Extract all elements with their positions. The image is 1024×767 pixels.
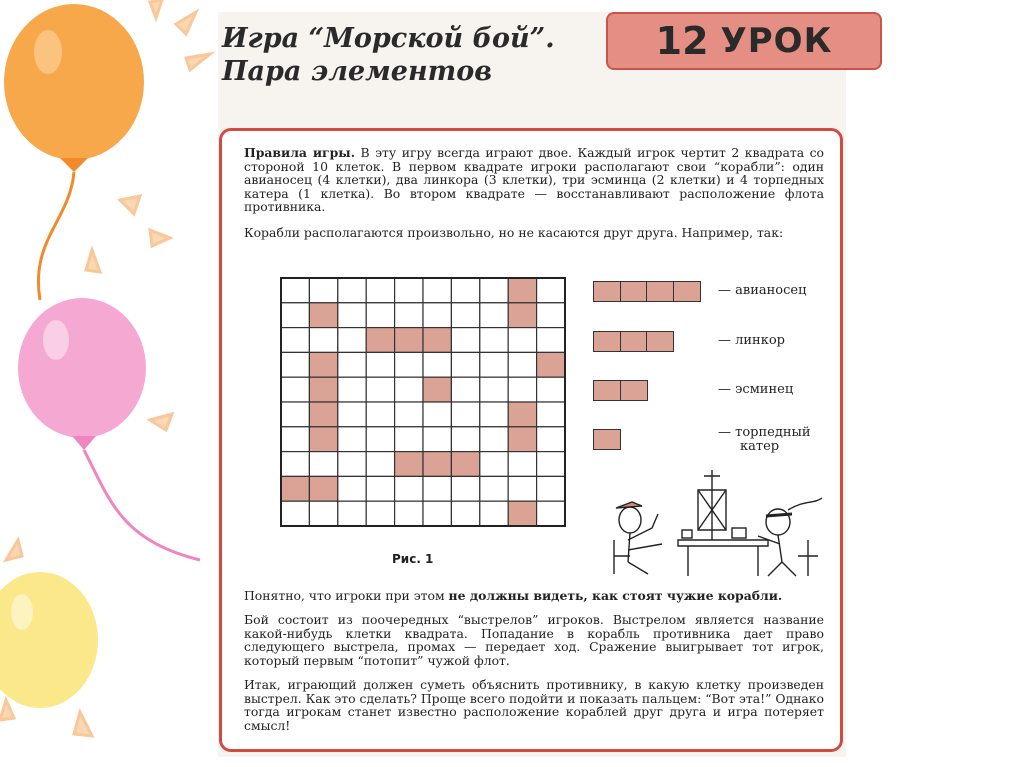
grid-cell xyxy=(338,352,366,377)
grid-cell xyxy=(423,278,451,303)
ship-cell xyxy=(309,377,337,402)
table-icon xyxy=(678,528,768,576)
figure-caption: Рис. 1 xyxy=(392,552,434,566)
grid-cell xyxy=(281,452,309,477)
grid-cell xyxy=(309,452,337,477)
grid-cell xyxy=(537,427,565,452)
grid-cell xyxy=(423,402,451,427)
grid-cell xyxy=(281,501,309,526)
grid-cell xyxy=(366,377,394,402)
grid-cell xyxy=(508,352,536,377)
grid-cell xyxy=(451,402,479,427)
paragraph-problem: Итак, играющий должен суметь объяснить противнику, в какую клетку произведен выстрел. Как это сделать? Проще всего подойти и показать пальцем: “Вот эта!” Однако тогда игрокам станет известно расположение кораблей друг друга и игра потеряет смысл! xyxy=(244,677,824,733)
grid-cell xyxy=(423,352,451,377)
rules-text: В эту игру всегда играют двое. Каждый игрок чертит 2 квадрата со стороной 10 клеток. В первом квадрате игроки располагают свои “корабли”: один авианосец (4 клетки), два линкора (3 клетки), три эсминца (2 клетки) и 4 торпедных катера (1 клетка). Во втором квадрате — восстанавливают расположение флота противника. xyxy=(244,145,824,215)
ship-cell xyxy=(395,452,423,477)
legend-destroyer-ship xyxy=(593,380,646,401)
grid-cell xyxy=(281,352,309,377)
title-line-1: Игра “Морской бой”. xyxy=(222,23,555,54)
players-illustration xyxy=(608,470,832,578)
grid-cell xyxy=(451,501,479,526)
lesson-word: УРОК xyxy=(720,21,833,61)
grid-cell xyxy=(366,501,394,526)
ship-cell xyxy=(423,328,451,353)
grid-cell xyxy=(480,402,508,427)
ship-cell xyxy=(508,278,536,303)
grid-cell xyxy=(338,476,366,501)
legend-battleship-ship xyxy=(593,331,673,352)
grid-cell xyxy=(537,476,565,501)
grid-cell xyxy=(281,328,309,353)
left-player-icon xyxy=(614,502,662,574)
grid-cell xyxy=(451,278,479,303)
ship-cell xyxy=(366,328,394,353)
grid-cell xyxy=(338,377,366,402)
grid-cell xyxy=(366,278,394,303)
lesson-number: 12 xyxy=(655,19,709,63)
grid-cell xyxy=(451,352,479,377)
rules-paragraph xyxy=(244,146,824,214)
grid-cell xyxy=(423,476,451,501)
grid-cell xyxy=(423,427,451,452)
ship-cell xyxy=(451,452,479,477)
grid-cell xyxy=(480,427,508,452)
grid-cell xyxy=(338,278,366,303)
pink-balloon-icon xyxy=(18,298,200,560)
grid-cell xyxy=(537,452,565,477)
grid-cell xyxy=(423,501,451,526)
grid-cell xyxy=(309,501,337,526)
ship-cell xyxy=(508,402,536,427)
balloons-decoration xyxy=(0,0,215,767)
legend-torpedo-boat-label xyxy=(718,426,811,454)
battle-grid xyxy=(280,277,566,529)
grid-cell xyxy=(451,303,479,328)
grid-cell xyxy=(281,278,309,303)
grid-cell xyxy=(508,328,536,353)
grid-cell xyxy=(395,427,423,452)
ship-cell xyxy=(309,303,337,328)
grid-cell xyxy=(395,352,423,377)
ship-cell xyxy=(423,452,451,477)
grid-cell xyxy=(508,377,536,402)
grid-cell xyxy=(395,377,423,402)
grid-cell xyxy=(451,377,479,402)
grid-cell xyxy=(281,427,309,452)
ship-cell xyxy=(508,427,536,452)
grid-cell xyxy=(537,303,565,328)
ship-cell xyxy=(508,501,536,526)
grid-cell xyxy=(451,328,479,353)
grid-cell xyxy=(338,427,366,452)
grid-cell xyxy=(480,303,508,328)
grid-cell xyxy=(423,303,451,328)
grid-cell xyxy=(338,303,366,328)
grid-cell xyxy=(537,328,565,353)
grid-cell xyxy=(338,402,366,427)
ship-cell xyxy=(309,427,337,452)
grid-cell xyxy=(338,328,366,353)
ship-cell xyxy=(537,352,565,377)
ship-cell xyxy=(309,402,337,427)
grid-cell xyxy=(281,303,309,328)
rules-heading: Правила игры. xyxy=(244,145,356,160)
grid-cell xyxy=(395,476,423,501)
grid-cell xyxy=(366,402,394,427)
grid-cell xyxy=(480,476,508,501)
grid-cell xyxy=(338,501,366,526)
grid-cell xyxy=(537,278,565,303)
grid-cell xyxy=(480,352,508,377)
grid-cell xyxy=(366,427,394,452)
paragraph-visibility xyxy=(244,589,824,603)
grid-cell xyxy=(281,402,309,427)
legend-carrier-label: — авианосец xyxy=(718,283,807,298)
grid-cell xyxy=(395,501,423,526)
ship-cell xyxy=(395,328,423,353)
ship-cell xyxy=(309,476,337,501)
grid-cell xyxy=(537,402,565,427)
grid-cell xyxy=(366,352,394,377)
legend-torpedo-line-2: катер xyxy=(740,439,780,454)
orange-balloon-icon xyxy=(4,4,144,300)
grid-cell xyxy=(480,452,508,477)
grid-cell xyxy=(338,452,366,477)
legend-destroyer-label: — эсминец xyxy=(718,382,794,397)
page-title xyxy=(222,22,555,88)
grid-cell xyxy=(395,303,423,328)
legend-battleship-label: — линкор xyxy=(718,333,785,348)
title-line-2: Пара элементов xyxy=(222,56,492,87)
grid-cell xyxy=(480,328,508,353)
right-player-icon xyxy=(758,498,822,576)
grid-cell xyxy=(480,501,508,526)
visibility-bold-text: не должны видеть, как стоят чужие корабли. xyxy=(448,588,783,603)
grid-cell xyxy=(451,476,479,501)
screen-mast-icon xyxy=(698,470,726,540)
grid-cell xyxy=(395,278,423,303)
ship-cell xyxy=(508,303,536,328)
paragraph-battle: Бой состоит из поочередных “выстрелов” игроков. Выстрелом является название какой-нибудь клетки квадрата. Попадание в корабль противника дает право следующего выстрела, промах — передает ход. Сражение выигрывает тот игрок, который первым “потопит” чужой флот. xyxy=(244,612,824,668)
grid-cell xyxy=(366,452,394,477)
grid-cell xyxy=(281,377,309,402)
ship-cell xyxy=(423,377,451,402)
legend-torpedo-line-1: — торпедный xyxy=(718,425,811,440)
grid-cell xyxy=(508,452,536,477)
grid-cell xyxy=(309,278,337,303)
legend-carrier-ship xyxy=(593,281,699,302)
grid-cell xyxy=(451,427,479,452)
lesson-badge xyxy=(606,12,882,70)
ship-cell xyxy=(281,476,309,501)
ship-cell xyxy=(309,352,337,377)
grid-cell xyxy=(508,476,536,501)
visibility-text: Понятно, что игроки при этом xyxy=(244,588,449,603)
yellow-balloon-icon xyxy=(0,572,98,708)
legend-torpedo-boat-ship xyxy=(593,429,620,450)
grid-cell xyxy=(395,402,423,427)
grid-cell xyxy=(366,303,394,328)
grid-cell xyxy=(537,377,565,402)
grid-cell xyxy=(537,501,565,526)
placement-paragraph: Корабли располагаются произвольно, но не касаются друг друга. Например, так: xyxy=(244,225,784,240)
grid-cell xyxy=(366,476,394,501)
grid-cell xyxy=(309,328,337,353)
grid-cell xyxy=(480,278,508,303)
grid-cell xyxy=(480,377,508,402)
